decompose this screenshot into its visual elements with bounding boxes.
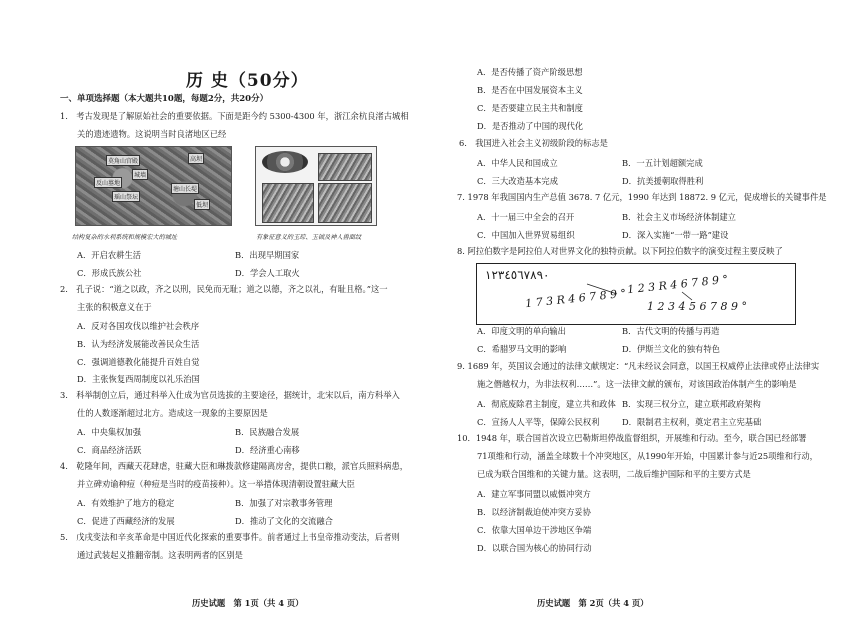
exam-title: 历 史（50分）	[186, 71, 309, 91]
liangzhu-site-map-image	[75, 146, 232, 226]
q2-option-d[interactable]: D．主张恢复西周制度以礼乐治国	[77, 374, 200, 384]
q5-option-d[interactable]: D．是否推动了中国的现代化	[477, 121, 584, 131]
q3-option-d[interactable]: D．经济重心南移	[235, 445, 300, 455]
map-label: 莫角山宫殿	[106, 155, 140, 166]
q6-option-c[interactable]: C．三大改造基本完成	[477, 176, 559, 186]
q8-option-b[interactable]: B．古代文明的传播与再造	[622, 326, 720, 336]
q2-option-b[interactable]: B．认为经济发展能改善民众生活	[77, 339, 200, 349]
q4-stem-line2: 并立碑劝谕种痘（种痘是当时的疫苗接种）。这一举措体现清朝设置驻藏大臣	[77, 479, 355, 489]
q1-option-b[interactable]: B．出现早期国家	[235, 250, 300, 260]
q2-option-c[interactable]: C．强调道德教化能提升百姓自觉	[77, 357, 200, 367]
numeral-row-arabic: ١٢٣٤٥٦٧٨٩٠	[485, 268, 550, 282]
q8-option-a[interactable]: A．印度文明的单向输出	[477, 326, 566, 336]
numeral-row-modern: 1 2 3 4 5 6 7 8 9 °	[647, 300, 747, 313]
numeral-row-middle: 1 2 3 R 4 6 7 8 9 °	[626, 272, 729, 297]
q6-option-d[interactable]: D．抗美援朝取得胜利	[622, 176, 704, 186]
q10-option-a[interactable]: A．建立军事同盟以威慑冲突方	[477, 489, 591, 499]
q5-option-c[interactable]: C．是否要建立民主共和制度	[477, 103, 583, 113]
q6-stem: 6. 我国进入社会主义初级阶段的标志是	[459, 138, 608, 148]
q6-option-b[interactable]: B．一五计划超额完成	[622, 158, 703, 168]
map-label: 城墙	[132, 169, 148, 180]
q3-stem-line1: 3. 科举制创立后，通过科举入仕成为官员选拔的主要途径，据统计，北宋以后，南方科举入	[60, 390, 400, 400]
q7-option-a[interactable]: A．十一届三中全会的召开	[477, 212, 575, 222]
jade-bi-disc	[262, 151, 308, 173]
section-heading: 一、单项选择题（本大题共10题，每题2分，共20分）	[60, 94, 269, 104]
q7-option-b[interactable]: B．社会主义市场经济体制建立	[622, 212, 736, 222]
footer-page-1: 历史试题 第 1页（共 4 页）	[192, 598, 304, 608]
q8-stem: 8. 阿拉伯数字是阿拉伯人对世界文化的独特贡献。以下阿拉伯数字的演变过程主要反映了	[457, 246, 783, 256]
q7-stem: 7. 1978 年我国国内生产总值 3678. 7 亿元，1990 年达到 18872. 9 亿元，促成增长的关键事件是	[457, 192, 827, 202]
jade-yue-axe	[318, 183, 372, 223]
q1-stem-line1: 1. 考古发现是了解原始社会的重要依据。下面是距今约 5300-4300 年，浙江余杭良渚古城相	[60, 111, 409, 121]
q2-stem-line1: 2. 孔子说：“道之以政，齐之以刑，民免而无耻；道之以德，齐之以礼，有耻且格。”这一	[60, 284, 388, 294]
q1-caption-left: 结构复杂的水利系统和规模宏大的城址	[72, 234, 178, 241]
q3-option-c[interactable]: C．商品经济活跃	[77, 445, 142, 455]
q10-stem-line1: 10．1948 年，联合国首次设立巴勒斯坦停战监督组织，开展维和行动。至今，联合国已经部署	[457, 433, 807, 443]
q10-option-b[interactable]: B．以经济制裁迫使冲突方妥协	[477, 507, 591, 517]
map-label: 瑶山祭坛	[112, 191, 140, 202]
q1-option-a[interactable]: A．开启农耕生活	[77, 250, 142, 260]
q10-stem-line3: 已成为联合国维和的关键力量。这表明，二战后维护国际和平的主要方式是	[477, 469, 751, 479]
q1-option-c[interactable]: C．形成氏族公社	[77, 268, 142, 278]
q9-option-c[interactable]: C．宣扬人人平等，保障公民权利	[477, 417, 600, 427]
q3-stem-line2: 仕的人数逐渐超过北方。造成这一现象的主要原因是	[77, 408, 268, 418]
map-label: 反山墓地	[94, 177, 122, 188]
q5-stem-line1: 5. 戊戌变法和辛亥革命是中国近代化探索的重要事件。前者通过上书皇帝推动变法，后者则	[60, 532, 400, 542]
q3-option-b[interactable]: B．民族融合发展	[235, 427, 300, 437]
q4-option-a[interactable]: A．有效维护了地方的稳定	[77, 498, 175, 508]
q9-stem-line2: 施之僭越权力，为非法权利……”。这一法律文献的颁布，对该国政治体制产生的影响是	[477, 379, 797, 389]
jade-cong-relief	[318, 153, 372, 181]
map-label: 塘山长堤	[171, 183, 199, 194]
q8-option-d[interactable]: D．伊斯兰文化的独有特色	[622, 344, 720, 354]
q9-stem-line1: 9. 1689 年，英国议会通过的法律文献规定：“凡未经议会同意，以国王权威停止法律或停止法律实	[457, 361, 820, 371]
q1-stem-line2: 关的遗迹遗物。这说明当时良渚地区已经	[77, 129, 227, 139]
map-label: 低坝	[194, 199, 210, 210]
q1-caption-right: 有象征意义的玉琮、玉钺及神人兽面纹	[256, 234, 362, 241]
beast-face-pattern	[262, 183, 314, 223]
q4-stem-line1: 4. 乾隆年间，西藏天花肆虐，驻藏大臣和琳拨款修建隔离房舍，提供口粮，派官兵照料病患，	[60, 461, 409, 471]
q3-option-a[interactable]: A．中央集权加强	[77, 427, 142, 437]
evolution-arrows	[477, 264, 795, 324]
q2-stem-line2: 主张的积极意义在于	[77, 302, 152, 312]
q5-stem-line2: 通过武装起义推翻帝制。这表明两者的区别是	[77, 550, 243, 560]
q6-option-a[interactable]: A．中华人民和国成立	[477, 158, 558, 168]
q8-option-c[interactable]: C．希腊罗马文明的影响	[477, 344, 567, 354]
q4-option-b[interactable]: B．加强了对宗教事务管理	[235, 498, 333, 508]
q2-option-a[interactable]: A．反对各国攻伐以维护社会秩序	[77, 321, 200, 331]
numeral-evolution-image	[476, 263, 796, 325]
q4-option-d[interactable]: D．推动了文化的交流融合	[235, 516, 333, 526]
q9-option-b[interactable]: B．实现三权分立，建立联邦政府架构	[622, 399, 761, 409]
q7-option-d[interactable]: D．深入实施“一带一路”建设	[622, 230, 729, 240]
q4-option-c[interactable]: C．促进了西藏经济的发展	[77, 516, 175, 526]
q10-option-c[interactable]: C．依靠大国单边干涉地区争端	[477, 525, 592, 535]
q5-option-b[interactable]: B．是否在中国发展资本主义	[477, 85, 583, 95]
numeral-row-early: 1 7 3 R 4 6 7 8 9 °	[524, 286, 627, 311]
q10-stem-line2: 71项维和行动，涵盖全球数十个冲突地区，从1990年开始，中国累计参与近25项维和行动，	[477, 451, 818, 461]
q9-option-a[interactable]: A．彻底废除君主制度，建立共和政体	[477, 399, 616, 409]
q7-option-c[interactable]: C．中国加入世界贸易组织	[477, 230, 575, 240]
jade-artifacts-image	[255, 146, 377, 226]
q1-option-d[interactable]: D．学会人工取火	[235, 268, 300, 278]
footer-page-2: 历史试题 第 2页（共 4 页）	[537, 598, 649, 608]
q10-option-d[interactable]: D．以联合国为核心的协同行动	[477, 543, 592, 553]
q9-option-d[interactable]: D．限制君主权利，奠定君主立宪基础	[622, 417, 762, 427]
map-label: 高坝	[188, 153, 204, 164]
q5-option-a[interactable]: A．是否传播了资产阶级思想	[477, 67, 583, 77]
